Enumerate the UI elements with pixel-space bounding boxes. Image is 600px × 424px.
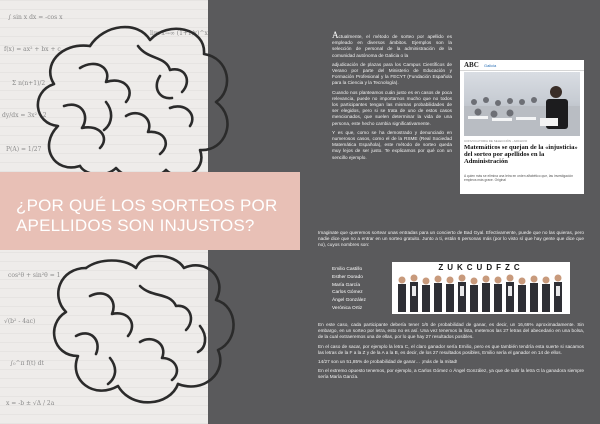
section-label: Galicia <box>484 62 497 68</box>
paragraph: adjudicación de plazas para los Campus Científicos de Verano por parte del Ministerio de Educación y Formación Profesional y la FECYT (Fundación Española para la Ciencia y la Tecnología). <box>332 61 452 86</box>
article-wide-paragraph <box>318 230 584 252</box>
title-line-2: APELLIDOS SON INJUSTOS? <box>16 216 255 235</box>
formula: ∫₀^π f(t) dt <box>10 360 44 367</box>
letters-banner: ZUKCUDFZC <box>438 263 524 272</box>
paragraph-intro <box>332 32 452 59</box>
article-lower-column <box>318 322 584 384</box>
title-line-1: ¿POR QUÉ LOS SORTEOS POR <box>16 196 278 215</box>
participant-name: María García <box>332 282 360 288</box>
paragraph: Cuando nos planteamos cuán justo es en casos de poca relevancia, puede no importarnos mucho que no todos los participantes tengan las mismas probabilidades de ser elegidos, pero si se trata de uno de estos casos mencionados, que suelen determinar la vida de una persona, este hecho cambia significativamente. <box>332 89 452 126</box>
participant-name: Esther Dorado <box>332 274 363 280</box>
photo-illustration <box>464 72 580 136</box>
formula: cos²θ + sin²θ = 1 <box>8 272 61 279</box>
abc-logo: ABC <box>464 61 479 69</box>
participants-list <box>332 266 366 313</box>
formula: √(b² - 4ac) <box>4 318 36 325</box>
news-clipping <box>460 60 584 194</box>
participant-name: Carlos Gómez <box>332 290 363 296</box>
paragraph: Y es que, como se ha demostrado y denunciado en numerosos casos, como el de la RSME (Real Sociedad Matemática Española), este método de sorteo queda muy lejos de ser justo. Te explicamos por qué con un sencillo ejemplo. <box>332 129 452 160</box>
participant-name: Verónica Ortiz <box>332 305 363 311</box>
clipping-summary: A quien más se elimina una letra en orden alfabético que, las investigación empleos más grave. Original <box>464 174 574 183</box>
formula: lim x→∞ (1+1/x)^x <box>150 30 208 37</box>
participant-name: Emilio Castillo <box>332 267 363 272</box>
participant-name: Ángel González <box>332 298 366 304</box>
clipping-header <box>460 60 584 71</box>
clipping-headline: Matemáticos se quejan de la «injusticia» del sorteo por apellidos en la Administración <box>464 144 578 166</box>
exam-room-photo <box>464 72 580 136</box>
formula: Σ n(n+1)/2 <box>12 80 46 87</box>
paragraph-text: ctualmente, el método de sorteo por apellido es empleado en diversos ámbitos. Ejemplos son la selección de personal de la administración de la comunidad autónoma de Galicia o la <box>332 34 452 58</box>
formula: x = -b ± √Δ / 2a <box>6 400 55 407</box>
paragraph: En el caso de sacar, por ejemplo la letra C, el claro ganador sería Emilio, pero es que también tendría esta suerte si sacamos las letras de la F a la Z y de la A a la B, es decir, de los 27 resultados posibles, Emilio sería el ganador en 14 de ellos. <box>318 343 584 355</box>
drop-cap: A <box>332 30 339 40</box>
formula: dy/dx = 3x² - 2 <box>2 112 47 119</box>
paragraph: En el extremo opuesto tenemos, por ejemplo, a Carlos Gómez o Ángel González, ya que de salir la letra G la ganadora siempre sería María García. <box>318 368 584 380</box>
page-title <box>16 196 296 236</box>
paragraph: 14/27 son un 51,85% de probabilidad de ganar… ¡más de la mitad! <box>318 359 458 365</box>
photo-credit: CONVOCATORIA DE SELECCIÓN - ARCHIVO <box>464 139 528 143</box>
formula: ∫ sin x dx = -cos x <box>8 14 63 21</box>
paragraph: En este caso, cada participante debería tener 1/6 de probabilidad de ganar, es decir, un 16,66% aproximadamente. Sin embargo, en un sorteo por letra, esto no es así. Una vez tenemos la lista, metemos las 27 letras del abecedario en una bolsa, de la cual extraeremos una de ellas, por lo que hay 27 resultados posibles. <box>318 322 584 340</box>
formula: f(x) = ax² + bx + c <box>4 46 61 53</box>
paragraph: Imaginate que queremos sortear unas entradas para un concierto de Bad Gyal. Efectivamente, puede que no las quieras, pero nadie dice que no a entrar en un sorteo gratuito. Junto a ti, están 6 personas más (por lo visto sí que hay gente que dice que no), cuyos nombres son: <box>318 230 584 248</box>
crowd-illustration <box>392 262 570 314</box>
crowd-letters-image <box>392 262 570 314</box>
formula: P(A) = 1/27 <box>6 146 42 153</box>
article-column <box>332 32 452 164</box>
